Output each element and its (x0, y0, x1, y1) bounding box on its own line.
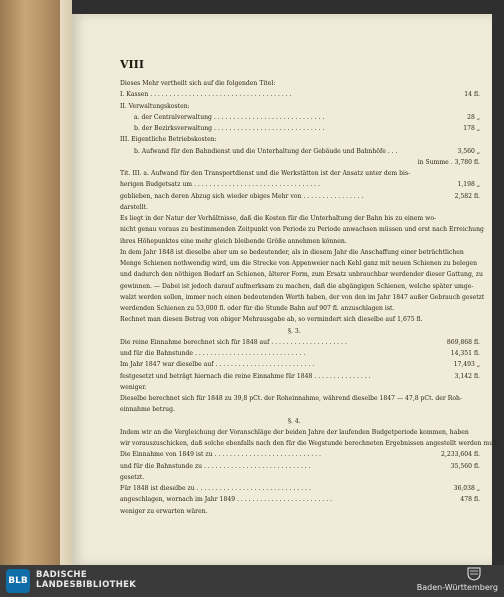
text-line: I. Kassen . . . . . . . . . . . . . . . . . . . . . . . . . . . . . . . . . . . . . (120, 91, 292, 99)
text-line: Tit. III. a. Aufwand für den Transportdienst und die Werkstätten ist der Ansatz unter dem bis- (120, 170, 411, 177)
coat-of-arms-icon (466, 567, 482, 581)
text-line: gesetzt. (120, 473, 145, 481)
amount-value: 478 fl. (457, 496, 480, 504)
viewer-footer (0, 565, 504, 597)
amount-value: 3,560 „ (454, 148, 480, 156)
book-spine-edge (60, 0, 72, 565)
text-line: wir vorauszuschicken, daß solche ebenfalls nach den für die Wegstunde berechneten Ergebnissen angestellt werden muß. (120, 440, 500, 447)
library-name (36, 570, 136, 590)
text-line: b. Aufwand für den Bahndienst und die Unterhaltung der Gebäude und Bahnhöfe . . . (134, 147, 398, 155)
text-line: Menge Schienen nothwendig wird, um die Strecke von Appenweier nach Kehl ganz mit neuen Schienen zu belegen (120, 260, 477, 267)
text-line: II. Verwaltungskosten: (120, 102, 190, 110)
amount-value: 17,493 „ (451, 361, 480, 369)
text-line: werdenden Schienen zu 53,000 fl. oder für die Stunde Bahn auf 907 fl. anzuschlagen ist. (120, 305, 395, 312)
text-line: weniger. (120, 383, 147, 391)
text-line: Rechnet man diesen Betrag von obiger Mehrausgabe ab, so vermindert sich dieselbe auf 1,675 fl. (120, 316, 423, 324)
text-line: Für 1848 ist dieselbe zu . . . . . . . . . . . . . . . . . . . . . . . . . . . . . . (120, 485, 311, 492)
text-line: ihres Höhepunktes eine mehr gleich bleibende Größe annehmen können. (120, 237, 347, 245)
blb-logo: BLB (6, 569, 30, 593)
book-page (72, 14, 500, 565)
amount-value: 14 fl. (461, 91, 480, 99)
text-line: und dadurch den nöthigen Bedarf an Schienen, älterer Form, zum Ersatz unbrauchbar werdender dieser Gattung, zu (120, 271, 483, 279)
text-line: Im Jahr 1847 war dieselbe auf . . . . . . . . . . . . . . . . . . . . . . . . . . (120, 361, 315, 369)
text-line: darstellt. (120, 203, 148, 211)
text-line: Dieselbe berechnet sich für 1848 zu 39,8 pCt. der Roheinnahme, während dieselbe 1847 — 47,8 pCt. der Roh- (120, 395, 462, 402)
text-line: §. 3. (288, 327, 301, 335)
text-line: Die reine Einnahme berechnet sich für 1848 auf . . . . . . . . . . . . . . . . . . . . (120, 338, 347, 346)
amount-value: in Summe . 3,780 fl. (415, 159, 480, 167)
amount-value: 28 „ (464, 114, 480, 122)
amount-value: 36,038 „ (451, 485, 480, 493)
text-line: Die Einnahme von 1849 ist zu . . . . . . . . . . . . . . . . . . . . . . . . . . . . (120, 451, 321, 459)
text-line: und für die Bahnstunde zu . . . . . . . . . . . . . . . . . . . . . . . . . . . . (120, 462, 311, 470)
text-line: einnahme betrug. (120, 406, 175, 414)
text-line: §. 4. (288, 417, 301, 425)
text-line: geblieben, nach deren Abzug sich wieder obiges Mehr von . . . . . . . . . . . . . . . . (120, 192, 364, 200)
text-line: III. Eigentliche Betriebskosten: (120, 136, 217, 144)
text-line: Indem wir an die Vergleichung der Voranschläge der beiden Jahre der laufenden Budgetperiode kommen, haben (120, 428, 469, 436)
library-name-line1: BADISCHE (36, 570, 87, 580)
text-line: a. der Centralverwaltung . . . . . . . . . . . . . . . . . . . . . . . . . . . . . (134, 113, 325, 121)
text-line: angeschlagen, wornach im Jahr 1849 . . . . . . . . . . . . . . . . . . . . . . . . . (120, 496, 332, 504)
amount-value: 2,233,604 fl. (438, 451, 480, 459)
text-line: herigen Budgetsatz um . . . . . . . . . . . . . . . . . . . . . . . . . . . . . . . . . (120, 181, 320, 189)
amount-value: 14,351 fl. (448, 350, 480, 358)
text-line: In dem Jahr 1848 ist dieselbe aber um so bedeutender, als in diesem Jahr die Anschaffung einer beträchtlichen (120, 248, 464, 256)
amount-value: 869,868 fl. (444, 339, 480, 347)
text-line: festgesetzt und beträgt hiernach die reine Einnahme für 1848 . . . . . . . . . . . . . . . (120, 372, 371, 380)
amount-value: 2,582 fl. (452, 193, 480, 201)
amount-value: 178 „ (460, 125, 480, 133)
text-line: nicht genau voraus zu bestimmenden Zeitpunkt von Periode zu Periode anwachsen müssen und erst nach Erreichung (120, 226, 484, 234)
amount-value: 3,142 fl. (452, 373, 480, 381)
text-line: gewinnen. — Dabei ist jedoch darauf aufmerksam zu machen, daß die abgängigen Schienen, welche später umge- (120, 282, 474, 290)
text-line: walzt werden sollen, immer noch einen bedeutenden Werth haben, der von den im Jahr 1847 außer Gebrauch gesetzt (120, 293, 485, 301)
text-line: weniger zu erwarten wären. (120, 507, 208, 515)
library-name-line2: LANDESBIBLIOTHEK (36, 580, 137, 590)
page-number: VIII (120, 58, 144, 71)
amount-value: 1,198 „ (454, 181, 480, 189)
text-line: und für die Bahnstunde . . . . . . . . . . . . . . . . . . . . . . . . . . . . . (120, 350, 306, 357)
text-line: Es liegt in der Natur der Verhältnisse, daß die Kosten für die Unterhaltung der Bahn bis zu einem wo- (120, 215, 437, 222)
text-line: b. der Bezirksverwaltung . . . . . . . . . . . . . . . . . . . . . . . . . . . . . (134, 125, 325, 132)
text-line: Dieses Mehr vertheilt sich auf die folgenden Titel: (120, 80, 276, 87)
region-name: Baden-Württemberg (416, 583, 498, 592)
amount-value: 35,560 fl. (448, 463, 480, 471)
